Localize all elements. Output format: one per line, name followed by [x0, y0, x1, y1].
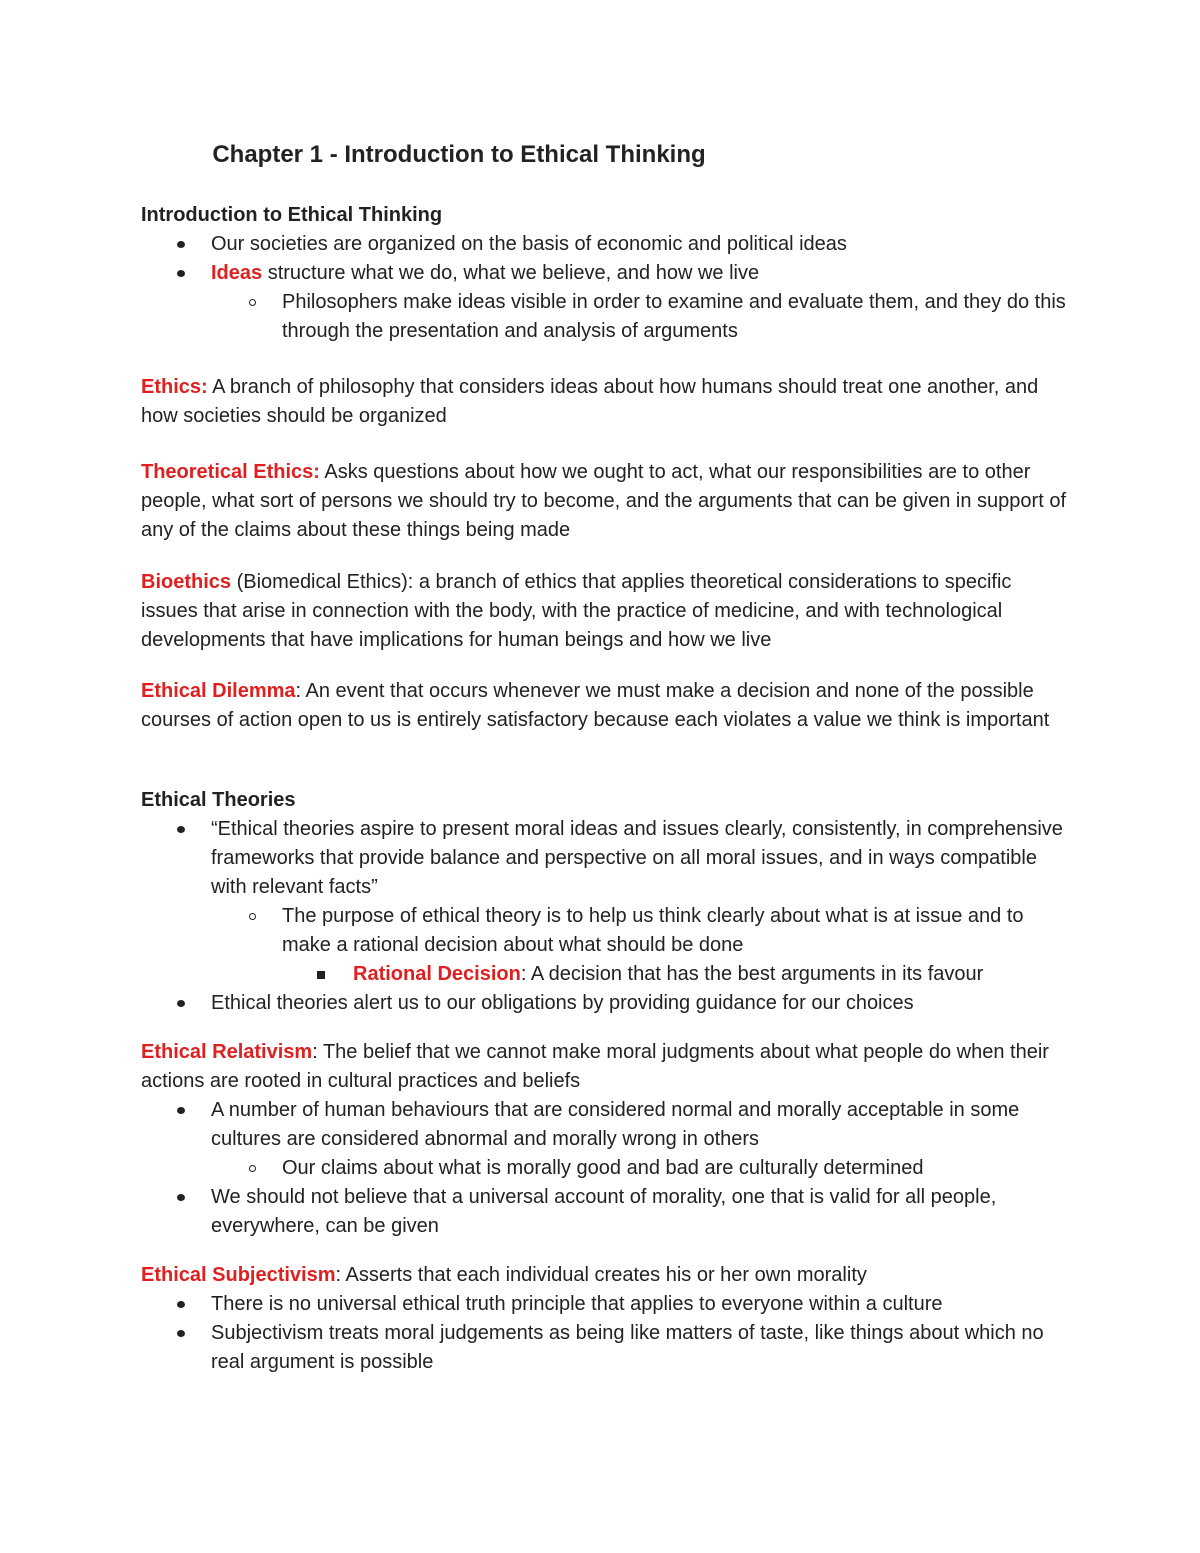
term: Theoretical Ethics: — [141, 461, 320, 483]
list-item-text: We should not believe that a universal account of morality, one that is valid for all people, everywhere, can be given — [211, 1186, 997, 1237]
list-item-text: Our claims about what is morally good and bad are culturally determined — [282, 1157, 924, 1179]
term-rational-decision: Rational Decision — [353, 963, 521, 985]
sub-list-item — [141, 1154, 1071, 1183]
list-item-text: Subjectivism treats moral judgements as being like matters of taste, like things about which no real argument is possible — [211, 1322, 1044, 1373]
list-item — [141, 989, 1071, 1018]
sub-sub-list-item — [141, 960, 1071, 989]
list-item — [141, 1290, 1071, 1319]
term: Bioethics — [141, 571, 232, 593]
definition-text: Asks questions about how we ought to act, what our responsibilities are to other people, what sort of persons we should try to become, and the arguments that can be given in support of any of the claims about these things being made — [141, 461, 1066, 541]
list-item — [141, 1183, 1071, 1241]
definition-text: (Biomedical Ethics): a branch of ethics that applies theoretical considerations to specific issues that arise in connection with the body, with the practice of medicine, and with technological developments that have implications for human beings and how we live — [141, 571, 1012, 651]
bullet-list — [141, 230, 1071, 346]
bullet-list — [141, 1290, 1071, 1377]
list-item-text: structure what we do, what we believe, and how we live — [262, 262, 760, 284]
term: Ethical Subjectivism — [141, 1264, 336, 1286]
section-heading: Introduction to Ethical Thinking — [141, 204, 443, 226]
list-item-text: The purpose of ethical theory is to help us think clearly about what is at issue and to make a rational decision about what should be done — [282, 905, 1024, 956]
list-item-text: “Ethical theories aspire to present moral ideas and issues clearly, consistently, in comprehensive frameworks that provide balance and perspective on all moral issues, and in ways compatible with relevant facts” — [211, 818, 1063, 898]
definition-ethical-relativism — [141, 1038, 1071, 1241]
definition-text: : Asserts that each individual creates his or her own morality — [335, 1264, 867, 1286]
list-item-text: Our societies are organized on the basis of economic and political ideas — [211, 233, 847, 255]
section-intro — [141, 201, 1071, 346]
page-title: Chapter 1 - Introduction to Ethical Thinking — [212, 141, 706, 168]
term: Ethical Dilemma — [141, 680, 296, 702]
list-item-text: : A decision that has the best arguments in its favour — [520, 963, 984, 985]
list-item — [141, 230, 1071, 259]
list-item — [141, 1096, 1071, 1154]
list-item-text: Ethical theories alert us to our obligations by providing guidance for our choices — [211, 992, 914, 1014]
list-item-text: Philosophers make ideas visible in order to examine and evaluate them, and they do this through the presentation and analysis of arguments — [282, 291, 1066, 342]
list-item — [141, 815, 1071, 902]
bullet-list — [141, 815, 1071, 1018]
definition-bioethics — [141, 568, 1071, 655]
definition-theoretical-ethics — [141, 458, 1071, 545]
bullet-list — [141, 1096, 1071, 1241]
term: Ethics: — [141, 376, 208, 398]
sub-list-item — [141, 288, 1071, 346]
definition-text: : The belief that we cannot make moral judgments about what people do when their actions are rooted in cultural practices and beliefs — [141, 1041, 1049, 1092]
list-item-text: A number of human behaviours that are considered normal and morally acceptable in some cultures are considered abnormal and morally wrong in others — [211, 1099, 1020, 1150]
list-item — [141, 1319, 1071, 1377]
definition-ethics — [141, 373, 1071, 431]
term: Ethical Relativism — [141, 1041, 313, 1063]
term-ideas: Ideas — [211, 262, 263, 284]
definition-text: A branch of philosophy that considers ideas about how humans should treat one another, and how societies should be organized — [141, 376, 1039, 427]
section-ethical-theories — [141, 786, 1071, 1018]
list-item — [141, 259, 1071, 288]
sub-list-item — [141, 902, 1071, 960]
definition-ethical-dilemma — [141, 677, 1071, 735]
definition-text: : An event that occurs whenever we must make a decision and none of the possible courses of action open to us is entirely satisfactory because each violates a value we think is important — [141, 680, 1050, 731]
definition-ethical-subjectivism — [141, 1261, 1071, 1377]
list-item-text: There is no universal ethical truth principle that applies to everyone within a culture — [211, 1293, 943, 1315]
section-heading: Ethical Theories — [141, 789, 296, 811]
